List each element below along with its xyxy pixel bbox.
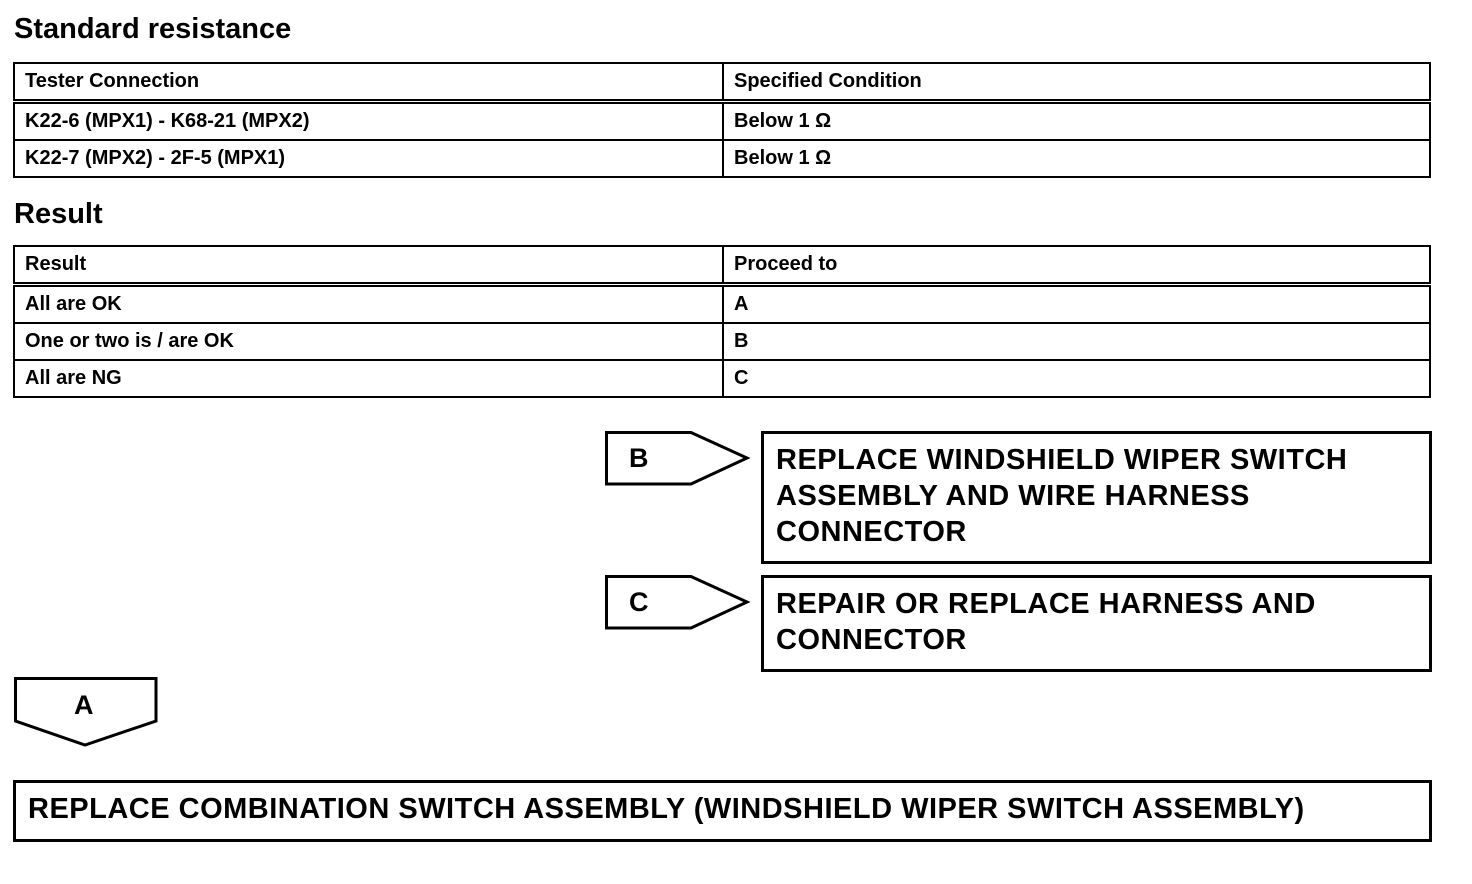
action-box-a: REPLACE COMBINATION SWITCH ASSEMBLY (WINDSHIELD WIPER SWITCH ASSEMBLY) bbox=[13, 780, 1432, 842]
table-header-row bbox=[14, 63, 1430, 102]
table-row bbox=[14, 285, 1430, 324]
result-cell: All are OK bbox=[14, 285, 723, 324]
column-header-proceed-to: Proceed to bbox=[723, 246, 1430, 285]
proceed-to-cell: B bbox=[723, 323, 1430, 360]
right-arrow-tag-shape bbox=[605, 575, 751, 631]
result-cell: All are NG bbox=[14, 360, 723, 397]
tester-connection-cell: K22-7 (MPX2) - 2F-5 (MPX1) bbox=[14, 140, 723, 177]
flow-tag-b bbox=[605, 431, 751, 487]
proceed-to-cell: A bbox=[723, 285, 1430, 324]
tester-connection-cell: K22-6 (MPX1) - K68-21 (MPX2) bbox=[14, 102, 723, 141]
standard-resistance-table bbox=[13, 62, 1431, 178]
flow-tag-c-label: C bbox=[629, 587, 649, 617]
table-row bbox=[14, 360, 1430, 397]
right-arrow-tag-shape bbox=[605, 431, 751, 487]
table-row bbox=[14, 140, 1430, 177]
flow-tag-c bbox=[605, 575, 751, 631]
result-cell: One or two is / are OK bbox=[14, 323, 723, 360]
column-header-specified-condition: Specified Condition bbox=[723, 63, 1430, 102]
action-box-b: REPLACE WINDSHIELD WIPER SWITCH ASSEMBLY AND WIRE HARNESS CONNECTOR bbox=[761, 431, 1432, 564]
action-box-c: REPAIR OR REPLACE HARNESS AND CONNECTOR bbox=[761, 575, 1432, 672]
table-row bbox=[14, 323, 1430, 360]
column-header-result: Result bbox=[14, 246, 723, 285]
result-heading: Result bbox=[14, 198, 103, 230]
result-table bbox=[13, 245, 1431, 398]
proceed-to-cell: C bbox=[723, 360, 1430, 397]
column-header-tester-connection: Tester Connection bbox=[14, 63, 723, 102]
table-header-row bbox=[14, 246, 1430, 285]
standard-resistance-heading: Standard resistance bbox=[14, 13, 292, 45]
flow-tag-a-label: A bbox=[74, 690, 94, 720]
specified-condition-cell: Below 1 Ω bbox=[723, 102, 1430, 141]
table-row bbox=[14, 102, 1430, 141]
flow-tag-a bbox=[14, 677, 159, 749]
flow-tag-b-label: B bbox=[629, 443, 649, 473]
specified-condition-cell: Below 1 Ω bbox=[723, 140, 1430, 177]
